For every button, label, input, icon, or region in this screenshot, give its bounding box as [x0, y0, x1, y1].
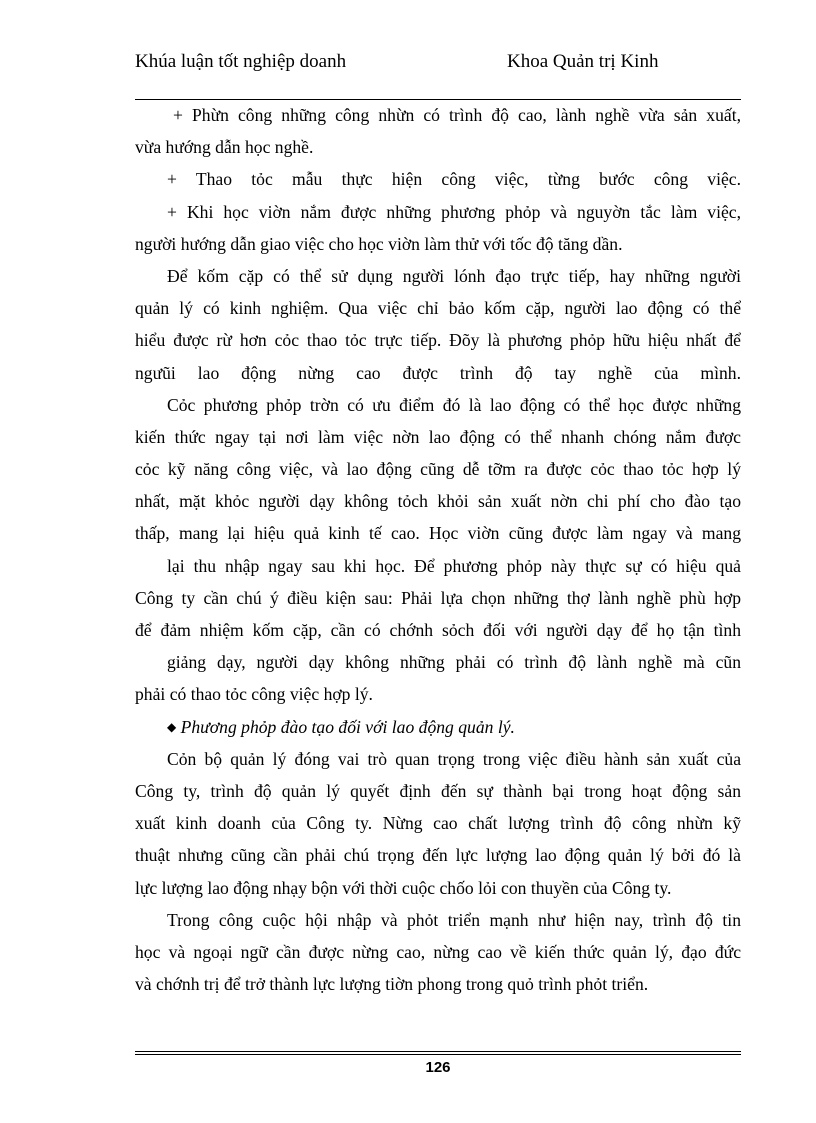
- text-line: + Thao tỏc mẫu thực hiện công việc, từng bước công việc.: [167, 169, 741, 190]
- text-line: lại thu nhập ngay sau khi học. Để phương phỏp này thực sự có hiệu quả: [167, 555, 741, 576]
- text-line: học và ngoại ngữ cần được nừng cao, nừng cao về kiến thức quản lý, đạo đức: [135, 941, 741, 962]
- text-line: + Khi học viờn nắm được những phương phỏp và nguyờn tắc làm việc,: [167, 201, 741, 222]
- text-line: ngưũi lao động nừng cao được trình độ tay nghề của mình.: [135, 362, 741, 383]
- text-line: Trong công cuộc hội nhập và phỏt triển mạnh như hiện nay, trình độ tin: [167, 909, 741, 930]
- text-line: Cỏc phương phỏp trờn có ưu điểm đó là lao động có thể học được những: [167, 394, 741, 415]
- diamond-bullet-icon: ◆: [167, 719, 177, 734]
- text-line: nhất, mặt khỏc người dạy không tỏch khỏi sản xuất nờn chi phí cho đào tạo: [135, 491, 741, 512]
- text-line: lực lượng lao động nhạy bộn với thời cuộc chốo lỏi con thuyền của Công ty.: [135, 877, 672, 898]
- body-text: [135, 99, 741, 1000]
- page-header: [135, 50, 741, 98]
- section-heading: [135, 711, 741, 743]
- text-line: vừa hướng dẫn học nghề.: [135, 137, 314, 158]
- page-number: 126: [425, 1059, 451, 1076]
- text-line: thấp, mang lại hiệu quả kinh tế cao. Học viờn cũng được làm ngay và mang: [135, 523, 741, 544]
- text-line: phải có thao tỏc công việc hợp lý.: [135, 684, 373, 705]
- text-line: người hướng dẫn giao việc cho học viờn làm thử với tốc độ tăng dần.: [135, 233, 623, 254]
- text-line: cỏc kỹ năng công việc, và lao động cũng dễ tỡm ra được cỏc thao tỏc hợp lý: [135, 459, 741, 480]
- footer-rule-top: [135, 1051, 741, 1052]
- section-heading-text: Phương phỏp đào tạo đối với lao động quản lý.: [180, 716, 515, 737]
- header-left-title: Khúa luận tốt nghiệp doanh: [135, 51, 347, 72]
- text-line: kiến thức ngay tại nơi làm việc nờn lao động có thể nhanh chóng nắm được: [135, 426, 741, 447]
- text-line: Cỏn bộ quản lý đóng vai trò quan trọng trong việc điều hành sản xuất của: [167, 748, 741, 769]
- text-line: giảng dạy, người dạy không những phải có trình độ lành nghề mà cũn: [167, 652, 741, 673]
- text-line: Công ty cần chú ý điều kiện sau: Phải lựa chọn những thợ lành nghề phù hợp: [135, 587, 741, 608]
- text-line: xuất kinh doanh của Công ty. Nừng cao chất lượng trình độ công nhừn kỹ: [135, 813, 741, 834]
- text-line: để đảm nhiệm kốm cặp, cần có chớnh sỏch đối với người dạy để họ tận tình: [135, 620, 741, 640]
- text-line: + Phừn công những công nhừn có trình độ cao, lành nghề vừa sản xuất,: [173, 105, 741, 125]
- text-line: quản lý có kinh nghiệm. Qua việc chỉ bảo kốm cặp, người lao động có thể: [135, 298, 741, 319]
- text-line: Công ty, trình độ quản lý quyết định đến sự thành bại trong hoạt động sản: [135, 780, 741, 801]
- text-line: và chớnh trị để trở thành lực lượng tiờn phong trong quỏ trình phỏt triển.: [135, 974, 649, 995]
- footer-rule-bottom: [135, 1054, 741, 1055]
- header-right-title: Khoa Quản trị Kinh: [507, 51, 659, 72]
- text-line: Để kốm cặp có thể sử dụng người lónh đạo trực tiếp, hay những người: [167, 265, 741, 286]
- text-line: thuật nhưng cũng cần phải chú trọng đến lực lượng lao động quản lý bởi đó là: [135, 845, 741, 866]
- text-line: hiểu được rừ hơn cỏc thao tỏc trực tiếp. Đõy là phương phỏp hữu hiệu nhất để: [135, 330, 741, 351]
